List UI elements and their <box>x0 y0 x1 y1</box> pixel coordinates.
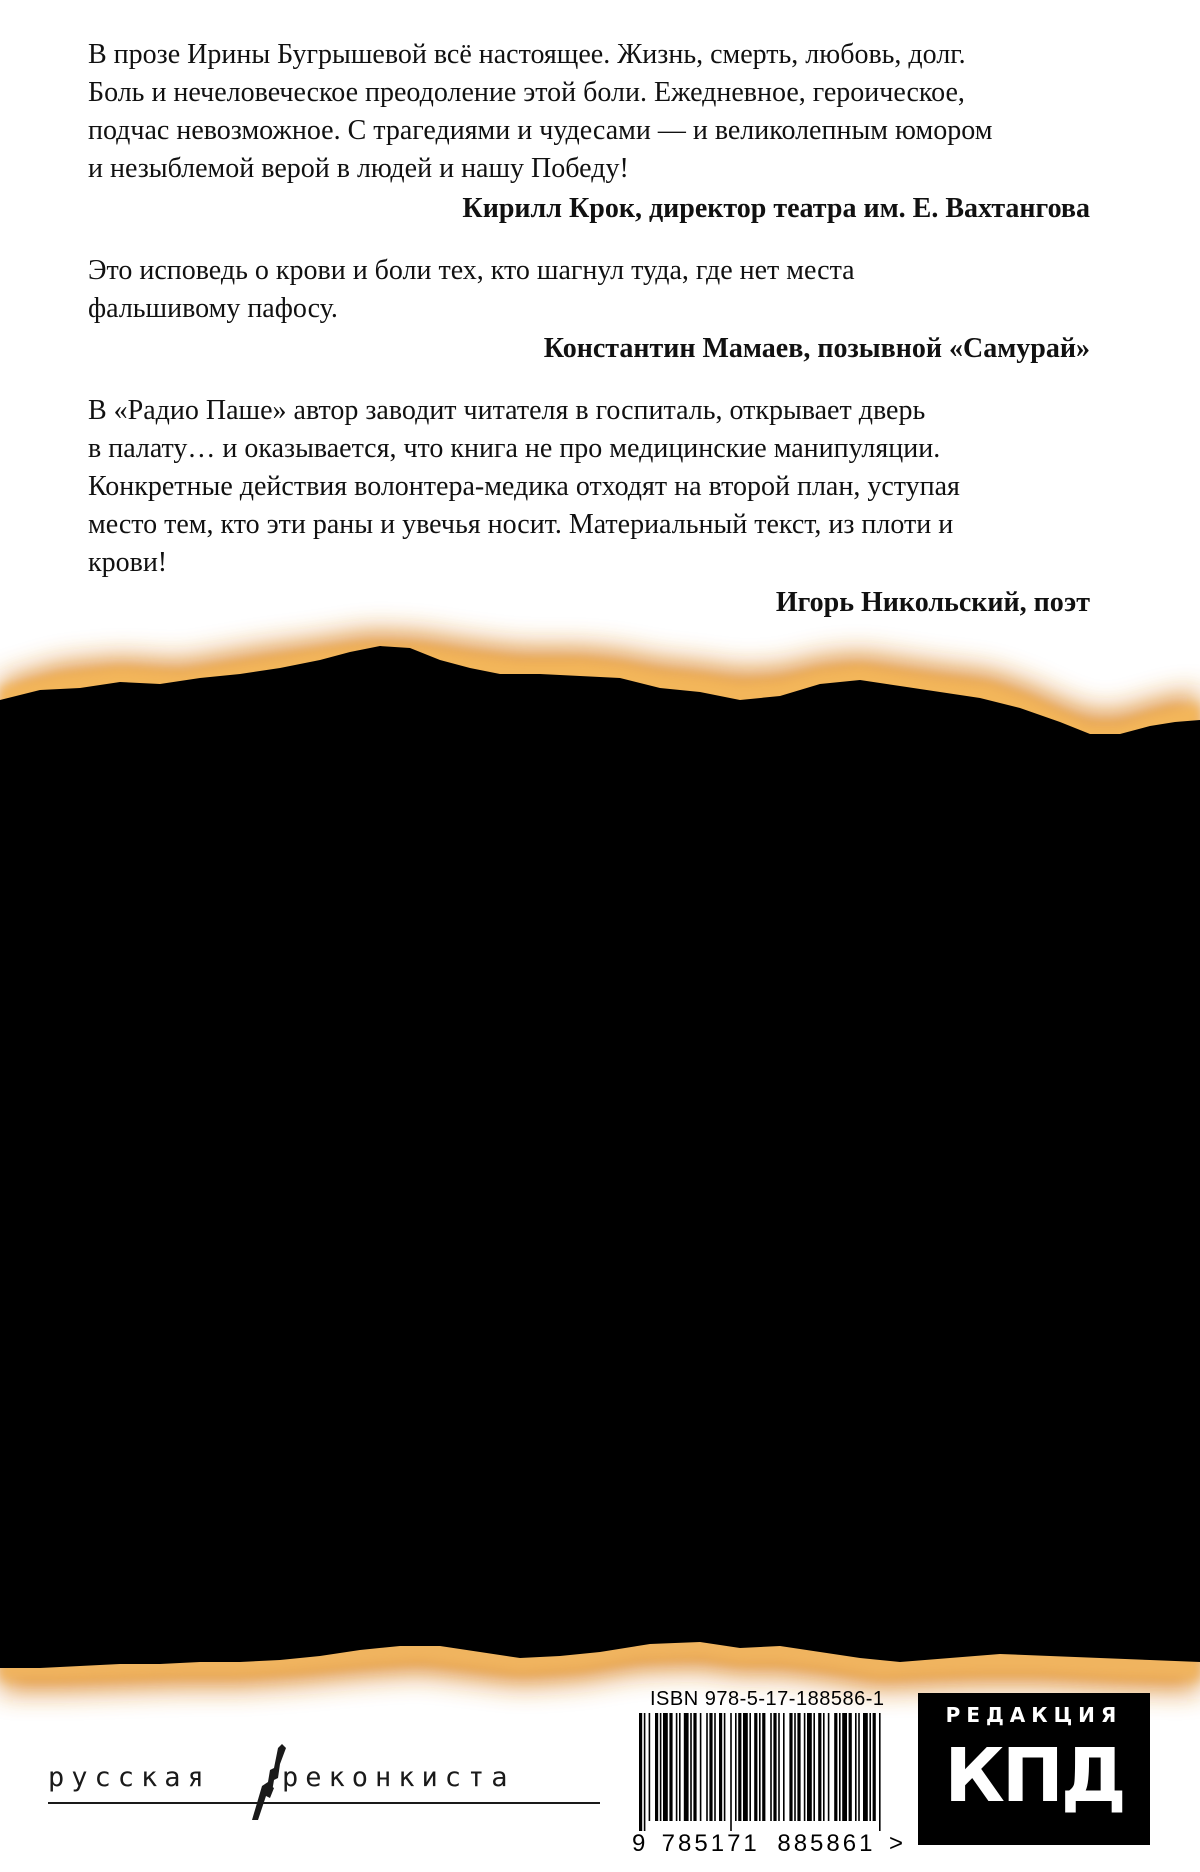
barcode-bar <box>863 1713 868 1821</box>
barcode-bar <box>730 1713 732 1831</box>
barcode-bar <box>773 1713 776 1821</box>
quote-author: Кирилл Крок, директор театра им. Е. Вахтангова <box>462 193 1090 224</box>
logo-mark: КПД <box>944 1733 1124 1819</box>
barcode-bar <box>778 1713 780 1821</box>
barcode-bar <box>842 1713 847 1821</box>
barcode-bar <box>690 1713 692 1821</box>
barcode-digit-group-right: 885861 <box>777 1830 876 1857</box>
barcode-bar <box>663 1713 668 1821</box>
quote-line: В прозе Ирины Бугрышевой всё настоящее. Жизнь, смерть, любовь, долг. <box>88 39 966 70</box>
barcode-bar <box>813 1713 815 1821</box>
barcode-bar <box>869 1713 871 1821</box>
quote-krok <box>88 36 1090 228</box>
barcode-bar <box>879 1713 881 1831</box>
barcode-bar <box>807 1713 812 1821</box>
barcode-bar <box>639 1713 642 1831</box>
charred-area <box>0 646 1200 1668</box>
barcode-bar <box>655 1713 658 1821</box>
series-underline <box>48 1802 600 1804</box>
logo-caption: РЕДАКЦИЯ <box>945 1703 1123 1727</box>
quote-line: Это исповедь о крови и боли тех, кто шагнул туда, где нет места <box>88 255 855 286</box>
barcode-bar <box>693 1713 696 1821</box>
barcode-bar <box>858 1713 860 1821</box>
barcode-bar <box>743 1713 748 1821</box>
quote-line: подчас невозможное. С трагедиями и чудесами — и великолепным юмором <box>88 115 993 146</box>
barcode-bar <box>818 1713 821 1821</box>
quote-line: В «Радио Паше» автор заводит читателя в госпиталь, открывает дверь <box>88 395 926 426</box>
quote-line: место тем, кто эти раны и увечья носит. Материальный текст, из плоти и <box>88 509 954 540</box>
barcode-bar <box>706 1713 708 1821</box>
barcode-bar <box>855 1713 857 1821</box>
barcode-bar <box>684 1713 689 1821</box>
barcode-bar <box>770 1713 772 1821</box>
barcode-bar <box>839 1713 841 1821</box>
quote-line: в палату… и оказывается, что книга не про медицинские манипуляции. <box>88 433 941 464</box>
barcode-bar <box>823 1713 825 1821</box>
quote-author: Игорь Никольский, поэт <box>775 587 1090 618</box>
barcode-bar <box>759 1713 761 1821</box>
barcode-bar <box>789 1713 792 1821</box>
quote-author: Константин Мамаев, позывной «Самурай» <box>543 333 1090 364</box>
quote-line: крови! <box>88 547 168 578</box>
barcode-bar <box>797 1713 800 1821</box>
barcode-bar <box>754 1713 757 1821</box>
barcode <box>637 1713 885 1831</box>
barcode-bar <box>738 1713 741 1821</box>
barcode-bar <box>783 1713 785 1821</box>
barcode-digit-group-left: 785171 <box>661 1830 760 1857</box>
barcode-bar <box>873 1713 876 1821</box>
barcode-bar <box>679 1713 681 1821</box>
barcode-digits <box>632 1830 904 1858</box>
isbn-label: ISBN 978-5-17-188586-1 <box>650 1688 885 1710</box>
barcode-bar <box>804 1713 806 1821</box>
barcode-bar <box>749 1713 751 1821</box>
quote-line: фальшивому пафосу. <box>88 293 338 324</box>
series-logo <box>48 1742 600 1822</box>
barcode-bar <box>828 1713 830 1821</box>
quote-nikolsky <box>88 392 1090 622</box>
series-name-left: русская <box>48 1762 211 1793</box>
barcode-bar <box>794 1713 796 1821</box>
quote-mamaev <box>88 252 1090 368</box>
barcode-bar <box>762 1713 765 1821</box>
barcode-bar <box>719 1713 722 1821</box>
barcode-quiet-marker: > <box>889 1830 905 1857</box>
barcode-bar <box>724 1713 726 1821</box>
barcode-bar <box>735 1713 737 1821</box>
barcode-bar <box>834 1713 837 1821</box>
barcode-bar <box>849 1713 852 1821</box>
quote-line: Конкретные действия волонтера-медика отходят на второй план, уступая <box>88 471 960 502</box>
barcode-bar <box>676 1713 678 1821</box>
barcode-bar <box>700 1713 702 1821</box>
publisher-logo <box>918 1693 1150 1845</box>
barcode-bar <box>714 1713 716 1821</box>
barcode-bar <box>709 1713 712 1821</box>
quote-line: Боль и нечеловеческое преодоление этой боли. Ежедневное, героическое, <box>88 77 965 108</box>
quote-line: и незыблемой верой в людей и нашу Победу! <box>88 153 629 184</box>
series-name-right: реконкиста <box>282 1762 515 1793</box>
barcode-bar <box>660 1713 662 1821</box>
barcode-bar <box>644 1713 646 1831</box>
barcode-bar <box>669 1713 672 1821</box>
barcode-bar <box>649 1713 651 1821</box>
barcode-digit-lead: 9 <box>632 1830 647 1857</box>
